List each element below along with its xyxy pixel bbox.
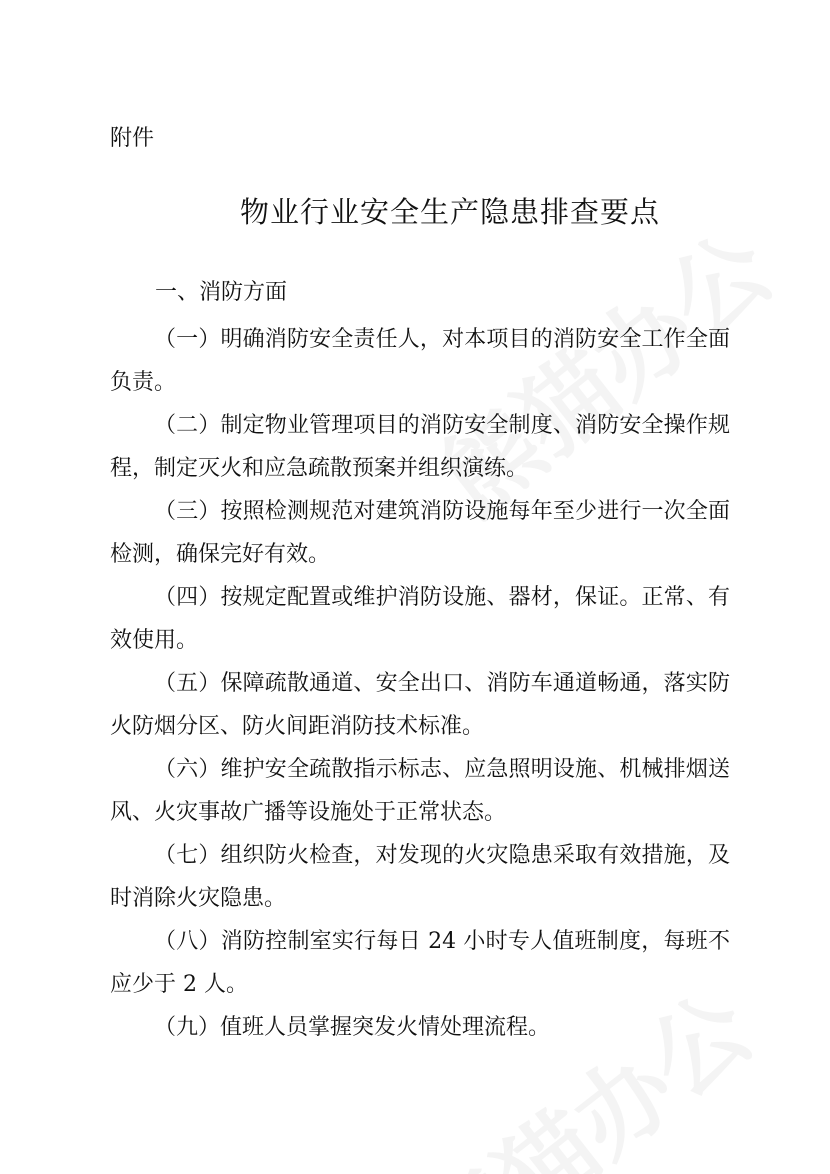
- section-heading: 一、消防方面: [155, 280, 288, 305]
- list-item: （七）组织防火检查，对发现的火灾隐患采取有效措施，及时消除火灾隐患。: [110, 843, 730, 911]
- list-item: （三）按照检测规范对建筑消防设施每年至少进行一次全面检测，确保完好有效。: [110, 499, 730, 567]
- list-item: （九）值班人员掌握突发火情处理流程。: [154, 1015, 551, 1040]
- list-item: （四）按规定配置或维护消防设施、器材，保证。正常、有效使用。: [110, 585, 730, 653]
- document-title: 物业行业安全生产隐患排查要点: [239, 195, 660, 229]
- item-list: [110, 318, 730, 1049]
- list-item: （八）消防控制室实行每日 24 小时专人值班制度，每班不应少于 2 人。: [110, 929, 730, 997]
- list-item: （二）制定物业管理项目的消防安全制度、消防安全操作规程，制定灭火和应急疏散预案并组织演练。: [110, 413, 730, 481]
- list-item: （五）保障疏散通道、安全出口、消防车通道畅通，落实防火防烟分区、防火间距消防技术标准。: [110, 671, 730, 739]
- list-item: （一）明确消防安全责任人，对本项目的消防安全工作全面负责。: [110, 327, 730, 395]
- attachment-label: 附件: [110, 126, 155, 151]
- list-item: （六）维护安全疏散指示标志、应急照明设施、机械排烟送风、火灾事故广播等设施处于正常状态。: [110, 757, 730, 825]
